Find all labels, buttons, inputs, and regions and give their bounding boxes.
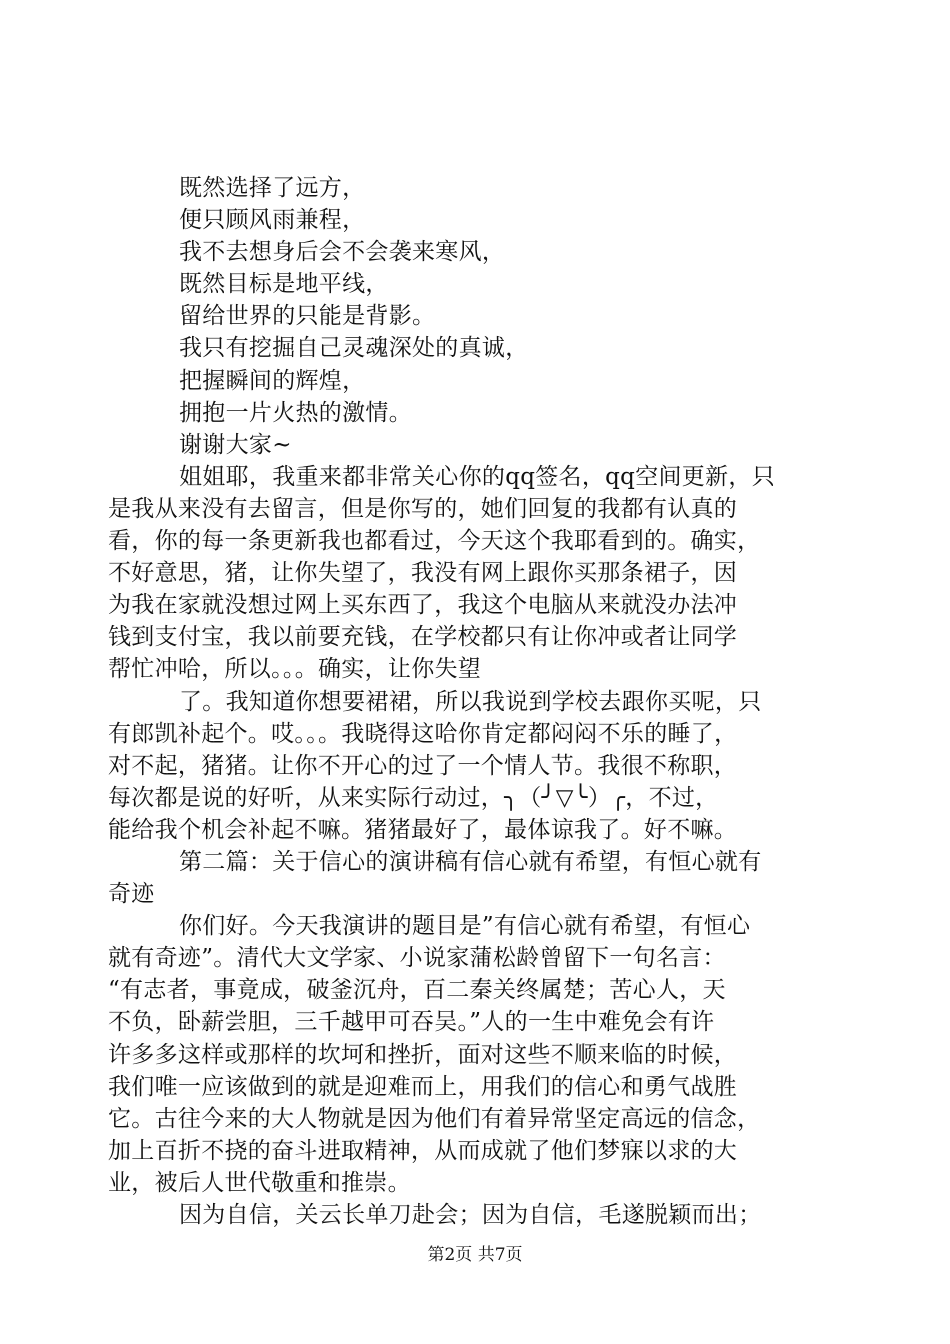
paragraph-line: 每次都是说的好听，从来实际行动过，╮（╯▽╰）╭，不过， [108,785,719,811]
poem-line: 谢谢大家~ [179,432,292,458]
paragraph-line: “有志者，事竟成，破釜沉舟，百二秦关终属楚；苦心人，天 [108,977,726,1003]
paragraph-line: 钱到支付宝，我以前要充钱，在学校都只有让你冲或者让同学 [108,624,738,650]
poem-line: 留给世界的只能是背影。 [179,303,436,329]
paragraph-line: 不负，卧薪尝胆，三千越甲可吞吴。”人的一生中难免会有许 [108,1009,715,1035]
paragraph-line: 了。我知道你想要裙裙，所以我说到学校去跟你买呢，只 [179,689,762,715]
poem-line: 拥抱一片火热的激情。 [179,400,412,426]
poem-line: 我只有挖掘自己灵魂深处的真诚， [179,335,529,361]
poem-line: 我不去想身后会不会袭来寒风， [179,239,506,265]
paragraph-line: 能给我个机会补起不嘛。猪猪最好了，最体谅我了。好不嘛。 [108,817,738,843]
paragraph-line: 加上百折不挠的奋斗进取精神，从而成就了他们梦寐以求的大 [108,1138,738,1164]
poem-line: 便只顾风雨兼程， [179,207,366,233]
poem-line: 既然目标是地平线， [179,271,389,297]
poem-line: 既然选择了远方， [179,175,366,201]
paragraph-line: 业，被后人世代敬重和推崇。 [108,1170,411,1196]
paragraph-line: 对不起，猪猪。让你不开心的过了一个情人节。我很不称职， [108,753,738,779]
paragraph-line: 因为自信，关云长单刀赴会；因为自信，毛遂脱颖而出； [179,1202,762,1228]
paragraph-line: 它。古往今来的大人物就是因为他们有着异常坚定高远的信念， [108,1106,761,1132]
page-footer: 第2页 共7页 [427,1245,523,1265]
paragraph-line: 帮忙冲哈，所以。。。确实，让你失望 [108,656,482,682]
paragraph-line: 有郎凯补起个。哎。。。我晓得这哈你肯定都闷闷不乐的睡了， [108,721,738,747]
paragraph-line: 看，你的每一条更新我也都看过，今天这个我耶看到的。确实， [108,528,761,554]
paragraph-line: 为我在家就没想过网上买东西了，我这个电脑从来就没办法冲 [108,592,738,618]
paragraph-line: 就有奇迹”。清代大文学家、小说家蒲松龄曾留下一句名言： [108,945,726,971]
paragraph-line: 你们好。今天我演讲的题目是”有信心就有希望，有恒心 [179,913,751,939]
section-heading: 奇迹 [108,881,155,907]
paragraph-line: 不好意思，猪，让你失望了，我没有网上跟你买那条裙子，因 [108,560,738,586]
paragraph-line: 是我从来没有去留言，但是你写的，她们回复的我都有认真的 [108,496,738,522]
paragraph-line: 我们唯一应该做到的就是迎难而上，用我们的信心和勇气战胜 [108,1074,738,1100]
paragraph-line: 许多多这样或那样的坎坷和挫折，面对这些不顺来临的时候， [108,1042,738,1068]
paragraph-line: 姐姐耶，我重来都非常关心你的qq签名，qq空间更新，只 [179,464,775,490]
poem-line: 把握瞬间的辉煌， [179,368,366,394]
section-heading: 第二篇：关于信心的演讲稿有信心就有希望，有恒心就有 [179,849,762,875]
